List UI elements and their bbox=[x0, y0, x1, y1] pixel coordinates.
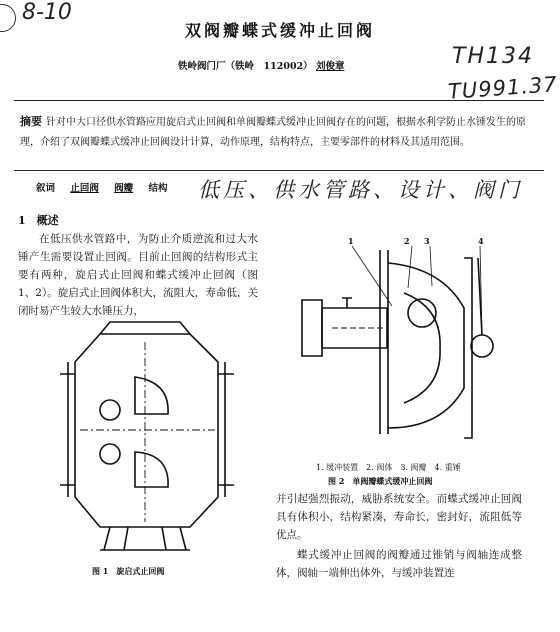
figure-2-callout-4: 4 bbox=[478, 236, 484, 246]
figure-1-drawing bbox=[40, 322, 250, 552]
figure-2-callout-2: 2 bbox=[404, 236, 410, 246]
divider-bottom bbox=[14, 170, 544, 171]
figure-2-callout-3: 3 bbox=[424, 236, 430, 246]
affiliation bbox=[178, 58, 345, 72]
figure-2-legend: 1. 缓冲装置 2. 阀体 3. 阀瓣 4. 重锤 bbox=[316, 463, 461, 472]
handwritten-call-number-2: TU991.37 bbox=[447, 72, 559, 104]
figure-2-caption: 图 2 单阀瓣蝶式缓冲止回阀 bbox=[328, 476, 433, 486]
section-heading: 1 概述 bbox=[18, 214, 59, 227]
figure-2-callout-1: 1 bbox=[348, 236, 354, 246]
handwritten-keywords-note: 低压、供水管路、设计、阀门 bbox=[198, 178, 523, 202]
section-paragraph-left: 在低压供水管路中，为防止介质逆流和过大水锤产生需要设置止回阀。目前止回阀的结构形式主要有两种，旋启式止回阀和蝶式缓冲止回阀（图 1、2）。旋启式止回阀体积大，流阻大，寿命低，关闭时易产生较大水锤压力， bbox=[18, 233, 258, 317]
right-column-paragraph-2: 蝶式缓冲止回阀的阀瓣通过锥销与阀轴连成整体，阀轴一端伸出体外，与缓冲装置连 bbox=[276, 549, 522, 579]
right-column-paragraph-1: 并引起强烈振动，威胁系统安全。而蝶式缓冲止回阀具有体积小，结构紧凑，寿命长，密封好，流阻低等优点。 bbox=[276, 493, 522, 541]
handwritten-page-number: 8-10 bbox=[22, 0, 72, 25]
abstract-label: 摘要 bbox=[20, 115, 42, 128]
handwritten-call-number-1: TH134 bbox=[452, 44, 534, 69]
divider-top bbox=[14, 100, 544, 101]
keywords bbox=[36, 180, 180, 194]
keywords-label: 叙词 bbox=[36, 183, 56, 194]
keyword-item: 阀瓣 bbox=[114, 183, 134, 194]
abstract bbox=[20, 112, 540, 153]
paper-title: 双阀瓣蝶式缓冲止回阀 bbox=[184, 21, 375, 40]
abstract-text: 针对中大口径供水管路应用旋启式止回阀和单阀瓣蝶式缓冲止回阀存在的问题，根据水利学防止水锤发生的原理，介绍了双阀瓣蝶式缓冲止回阀设计计算，动作原理，结构特点，主要零部件的材料及其适用范围。 bbox=[20, 117, 526, 148]
figure-1-caption: 图 1 旋启式止回阀 bbox=[92, 566, 165, 576]
keyword-item: 结构 bbox=[148, 183, 168, 194]
figure-2-drawing bbox=[292, 238, 502, 458]
author-name: 刘俊章 bbox=[315, 61, 345, 72]
keyword-item: 止回阀 bbox=[70, 183, 99, 194]
affiliation-org: 铁岭阀门厂（铁岭 112002） bbox=[178, 61, 313, 72]
